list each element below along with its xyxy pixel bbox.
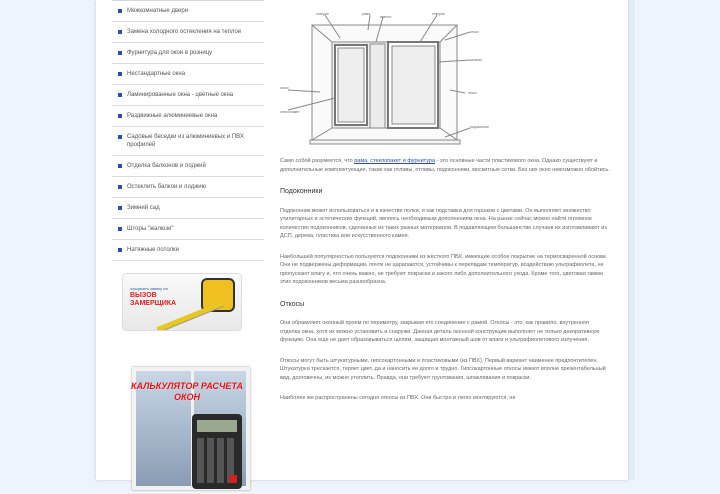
diagram-sill bbox=[310, 140, 460, 144]
sidebar-item-label[interactable]: Раздвижные алюминиевые окна bbox=[127, 113, 218, 119]
section-heading-slopes: Откосы bbox=[280, 300, 305, 308]
diagram-label: откос bbox=[468, 91, 477, 95]
paragraph: Подоконник может использоваться и в качестве полки, и как подставка для горшков с цветами. Он выполняет множество утилитарных и эстетических функций, являясь необходимым дополнением окна. На рынке сейчас можно найти огромное количество подоконников, сделанных из таких разных материалов. В подавляющем большинстве случаев их изготавливают из ДСП, дерева, пластика или искусственного камня. bbox=[280, 207, 607, 239]
sidebar-item-label[interactable]: Межкомнатные двери bbox=[127, 8, 189, 14]
intro-paragraph bbox=[280, 157, 610, 174]
bullet-icon bbox=[118, 51, 122, 55]
diagram-label: створка bbox=[316, 12, 329, 16]
diagram-label: импост bbox=[380, 15, 392, 19]
diagram-left-glass bbox=[338, 48, 364, 122]
paragraph: Они обрамляют оконный проем по периметру, закрывая его соединение с рамой. Откосы - это, как правило, внутренняя отделка окна, хотя их можно установить и снаружи. Данная деталь оконной конструкции выполняет не только декоративную функцию. Она еще не дает образовываться щелям, защищая монтажный шов от влаги и ультрафиолетового излучения. bbox=[280, 320, 600, 343]
bullet-icon bbox=[118, 9, 122, 13]
sidebar-item-label[interactable]: Замена холодного остекления на теплое bbox=[127, 29, 242, 35]
sidebar-item[interactable] bbox=[112, 43, 264, 64]
page-right-edge bbox=[628, 0, 635, 480]
diagram-impost bbox=[370, 44, 385, 128]
bullet-icon bbox=[118, 114, 122, 118]
bullet-icon bbox=[118, 164, 122, 168]
sidebar-item[interactable] bbox=[112, 219, 264, 240]
bullet-icon bbox=[118, 135, 122, 139]
sidebar-item-label[interactable]: Отделка балконов и лоджий bbox=[127, 163, 206, 169]
window-diagram bbox=[280, 0, 520, 145]
section-heading-sills: Подоконники bbox=[280, 188, 323, 195]
sidebar-item-label[interactable]: Шторы "жалюзи" bbox=[127, 226, 174, 232]
sidebar-item[interactable] bbox=[112, 106, 264, 127]
banner-subtitle: оформить заявку на bbox=[130, 286, 168, 291]
diagram-label: штапик bbox=[470, 58, 482, 62]
sidebar-item-label[interactable]: Натяжные потолки bbox=[127, 247, 179, 253]
paragraph: Наиболее же распространены сегодня откосы из ПВХ. Они быстро и легко монтируются, не bbox=[280, 395, 516, 401]
bullet-icon bbox=[118, 185, 122, 189]
bullet-icon bbox=[118, 93, 122, 97]
sidebar-item[interactable] bbox=[112, 177, 264, 198]
bullet-icon bbox=[118, 72, 122, 76]
calculator-icon bbox=[192, 414, 242, 489]
diagram-label: подоконник bbox=[470, 125, 489, 129]
sidebar-menu bbox=[112, 0, 264, 261]
diagram-label: откос bbox=[470, 30, 479, 34]
bullet-icon bbox=[118, 30, 122, 34]
intro-text: Само собой разумеется, что bbox=[280, 158, 355, 164]
sidebar bbox=[112, 0, 264, 494]
sidebar-item[interactable] bbox=[112, 64, 264, 85]
diagram-label: створка bbox=[432, 12, 445, 16]
calculator-screen bbox=[197, 420, 237, 432]
intro-text: - это основные части пластикового окна. Однако существуют и дополнительные комплектующие, такие как отливы, отливы, подоконники, москитные сетки. Без них окно невозможно обойтись. bbox=[280, 158, 610, 173]
sidebar-item-label[interactable]: Садовые беседки из алюминиевых и ПВХ профилей bbox=[127, 134, 244, 148]
sidebar-item[interactable] bbox=[112, 127, 264, 156]
paragraph: Откосы могут быть штукатурными, гипсокартонными и пластиковыми (из ПВХ). Первый вариант наименее предпочтителен. Штукатурка трескается, теряет цвет, да и наносить ее долго и трудно. Гипсокартонные откосы имеют вполне презентабельный вид, долговечны, их можно утеплить. Правда, они требуют грунтования, шпаклевания и покраски. bbox=[280, 357, 606, 381]
calculator-red-key bbox=[229, 475, 237, 483]
bullet-icon bbox=[118, 248, 122, 252]
sidebar-item[interactable] bbox=[112, 156, 264, 177]
diagram-label: стеклопакет bbox=[280, 110, 300, 114]
sidebar-item-label[interactable]: Фурнитура для окон в розницу bbox=[127, 50, 213, 56]
sidebar-item-label[interactable]: Нестандартные окна bbox=[127, 71, 186, 77]
calculator-banner-title: КАЛЬКУЛЯТОР РАСЧЕТА ОКОН bbox=[131, 381, 243, 402]
sidebar-item[interactable] bbox=[112, 85, 264, 106]
main-content bbox=[280, 0, 610, 415]
intro-link[interactable]: рама, стеклопакет и фурнитура bbox=[354, 158, 436, 164]
window-diagram-svg bbox=[280, 0, 520, 145]
sidebar-item-label[interactable]: Остеклить балкон и лоджию bbox=[127, 184, 207, 190]
sidebar-item[interactable] bbox=[112, 1, 264, 22]
sidebar-item[interactable] bbox=[112, 240, 264, 261]
diagram-right-glass bbox=[392, 46, 435, 124]
diagram-label: рама bbox=[362, 12, 371, 16]
bullet-icon bbox=[118, 227, 122, 231]
banner-title: ВЫЗОВ ЗАМЕРЩИКА bbox=[130, 292, 177, 307]
paragraph: Наибольшей популярностью пользуются подоконники из жёсткого ПВХ, имеющие особое покрытие на термосваренной основе. Они не подвержены деформации, почти не царапаются, устойчивы к перепадам температур, воздействию ультрафиолета, не пропускают влагу и, что очень важно, не требуют покраски и какого либо дополнительного ухода. Кроме того, цветовая гамма этих подоконников весьма разнообразна. bbox=[280, 253, 608, 285]
sidebar-item[interactable] bbox=[112, 198, 264, 219]
diagram-label: откос bbox=[280, 86, 289, 90]
sidebar-item-label[interactable]: Ламинированные окна - цветные окна bbox=[127, 92, 234, 98]
sidebar-item[interactable] bbox=[112, 22, 264, 43]
measurer-call-banner[interactable] bbox=[122, 273, 242, 331]
bullet-icon bbox=[118, 206, 122, 210]
sidebar-item-label[interactable]: Зимний сад bbox=[127, 205, 160, 211]
article-body bbox=[280, 157, 610, 403]
window-calculator-banner[interactable] bbox=[122, 359, 252, 494]
page-container bbox=[96, 0, 628, 480]
